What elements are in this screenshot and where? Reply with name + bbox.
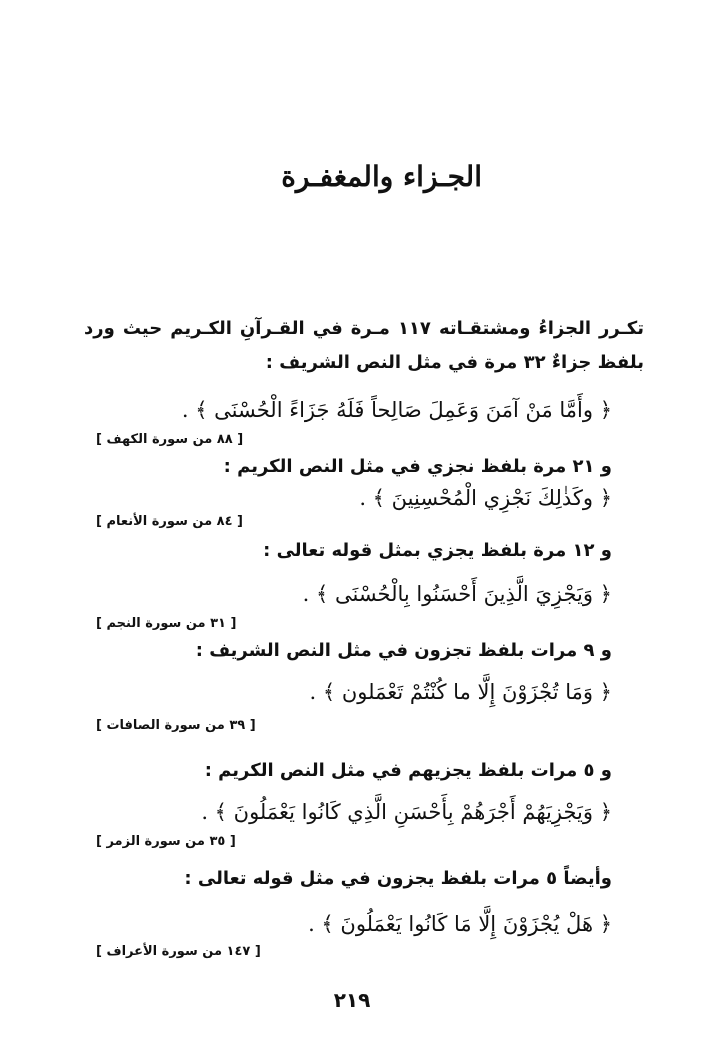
verse-reference: [ ٣٥ من سورة الزمر ] [96, 834, 236, 849]
verse-reference: [ ٨٨ من سورة الكهف ] [96, 432, 244, 447]
quran-verse: ﴿ وكَذٰلِكَ نَجْزِي الْمُحْسِنِينَ ﴾ . [359, 486, 612, 510]
intro-paragraph: تكـرر الجزاءُ ومشتقـاته ١١٧ مـرة في القـرآنِ الكـريم حيث ورد بلفظ جزاءٌ ٣٢ مرة في مثل النص الشريف : [84, 318, 644, 373]
verse-reference: [ ١٤٧ من سورة الأعراف ] [96, 944, 261, 959]
quran-verse: ﴿ وَيَجْزِيَ الَّذِينَ أَحْسَنُوا بِالْحُسْنَى ﴾ . [302, 582, 612, 606]
quran-verse: ﴿ وَيَجْزِيَهُمْ أَجْرَهُمْ بِأَحْسَنِ الَّذِي كَانُوا يَعْمَلُونَ ﴾ . [201, 800, 612, 824]
verse-reference: [ ٣٩ من سورة الصافات ] [96, 718, 256, 733]
entry-intro-line: و ٢١ مرة بلفظ نجزي في مثل النص الكريم : [223, 456, 612, 477]
verse-reference: [ ٣١ من سورة النجم ] [96, 616, 237, 631]
entry-intro-line: وأيضاً ٥ مرات بلفظ يجزون في مثل قوله تعالى : [184, 868, 612, 889]
entry-intro-line: و ٥ مرات بلفظ يجزيهم في مثل النص الكريم : [204, 760, 612, 781]
quran-verse: ﴿ وأَمَّا مَنْ آمَنَ وَعَمِلَ صَالِحاً فَلَهُ جَزَاءً الْحُسْنَى ﴾ . [181, 398, 612, 422]
page-title: الجـزاء والمغفـرة [281, 160, 482, 193]
entry-intro-line: و ١٢ مرة بلفظ يجزي بمثل قوله تعالى : [263, 540, 612, 561]
quran-verse: ﴿ وَمَا تُجْزَوْنَ إِلَّا ما كُنْتُمْ تَعْمَلون ﴾ . [309, 680, 612, 704]
quran-verse: ﴿ هَلْ يُجْزَوْنَ إِلَّا مَا كَانُوا يَعْمَلُونَ ﴾ . [308, 912, 612, 936]
page-number: ٢١٩ [333, 988, 371, 1012]
verse-reference: [ ٨٤ من سورة الأنعام ] [96, 514, 243, 529]
entry-intro-line: و ٩ مرات بلفظ تجزون في مثل النص الشريف : [195, 640, 612, 661]
